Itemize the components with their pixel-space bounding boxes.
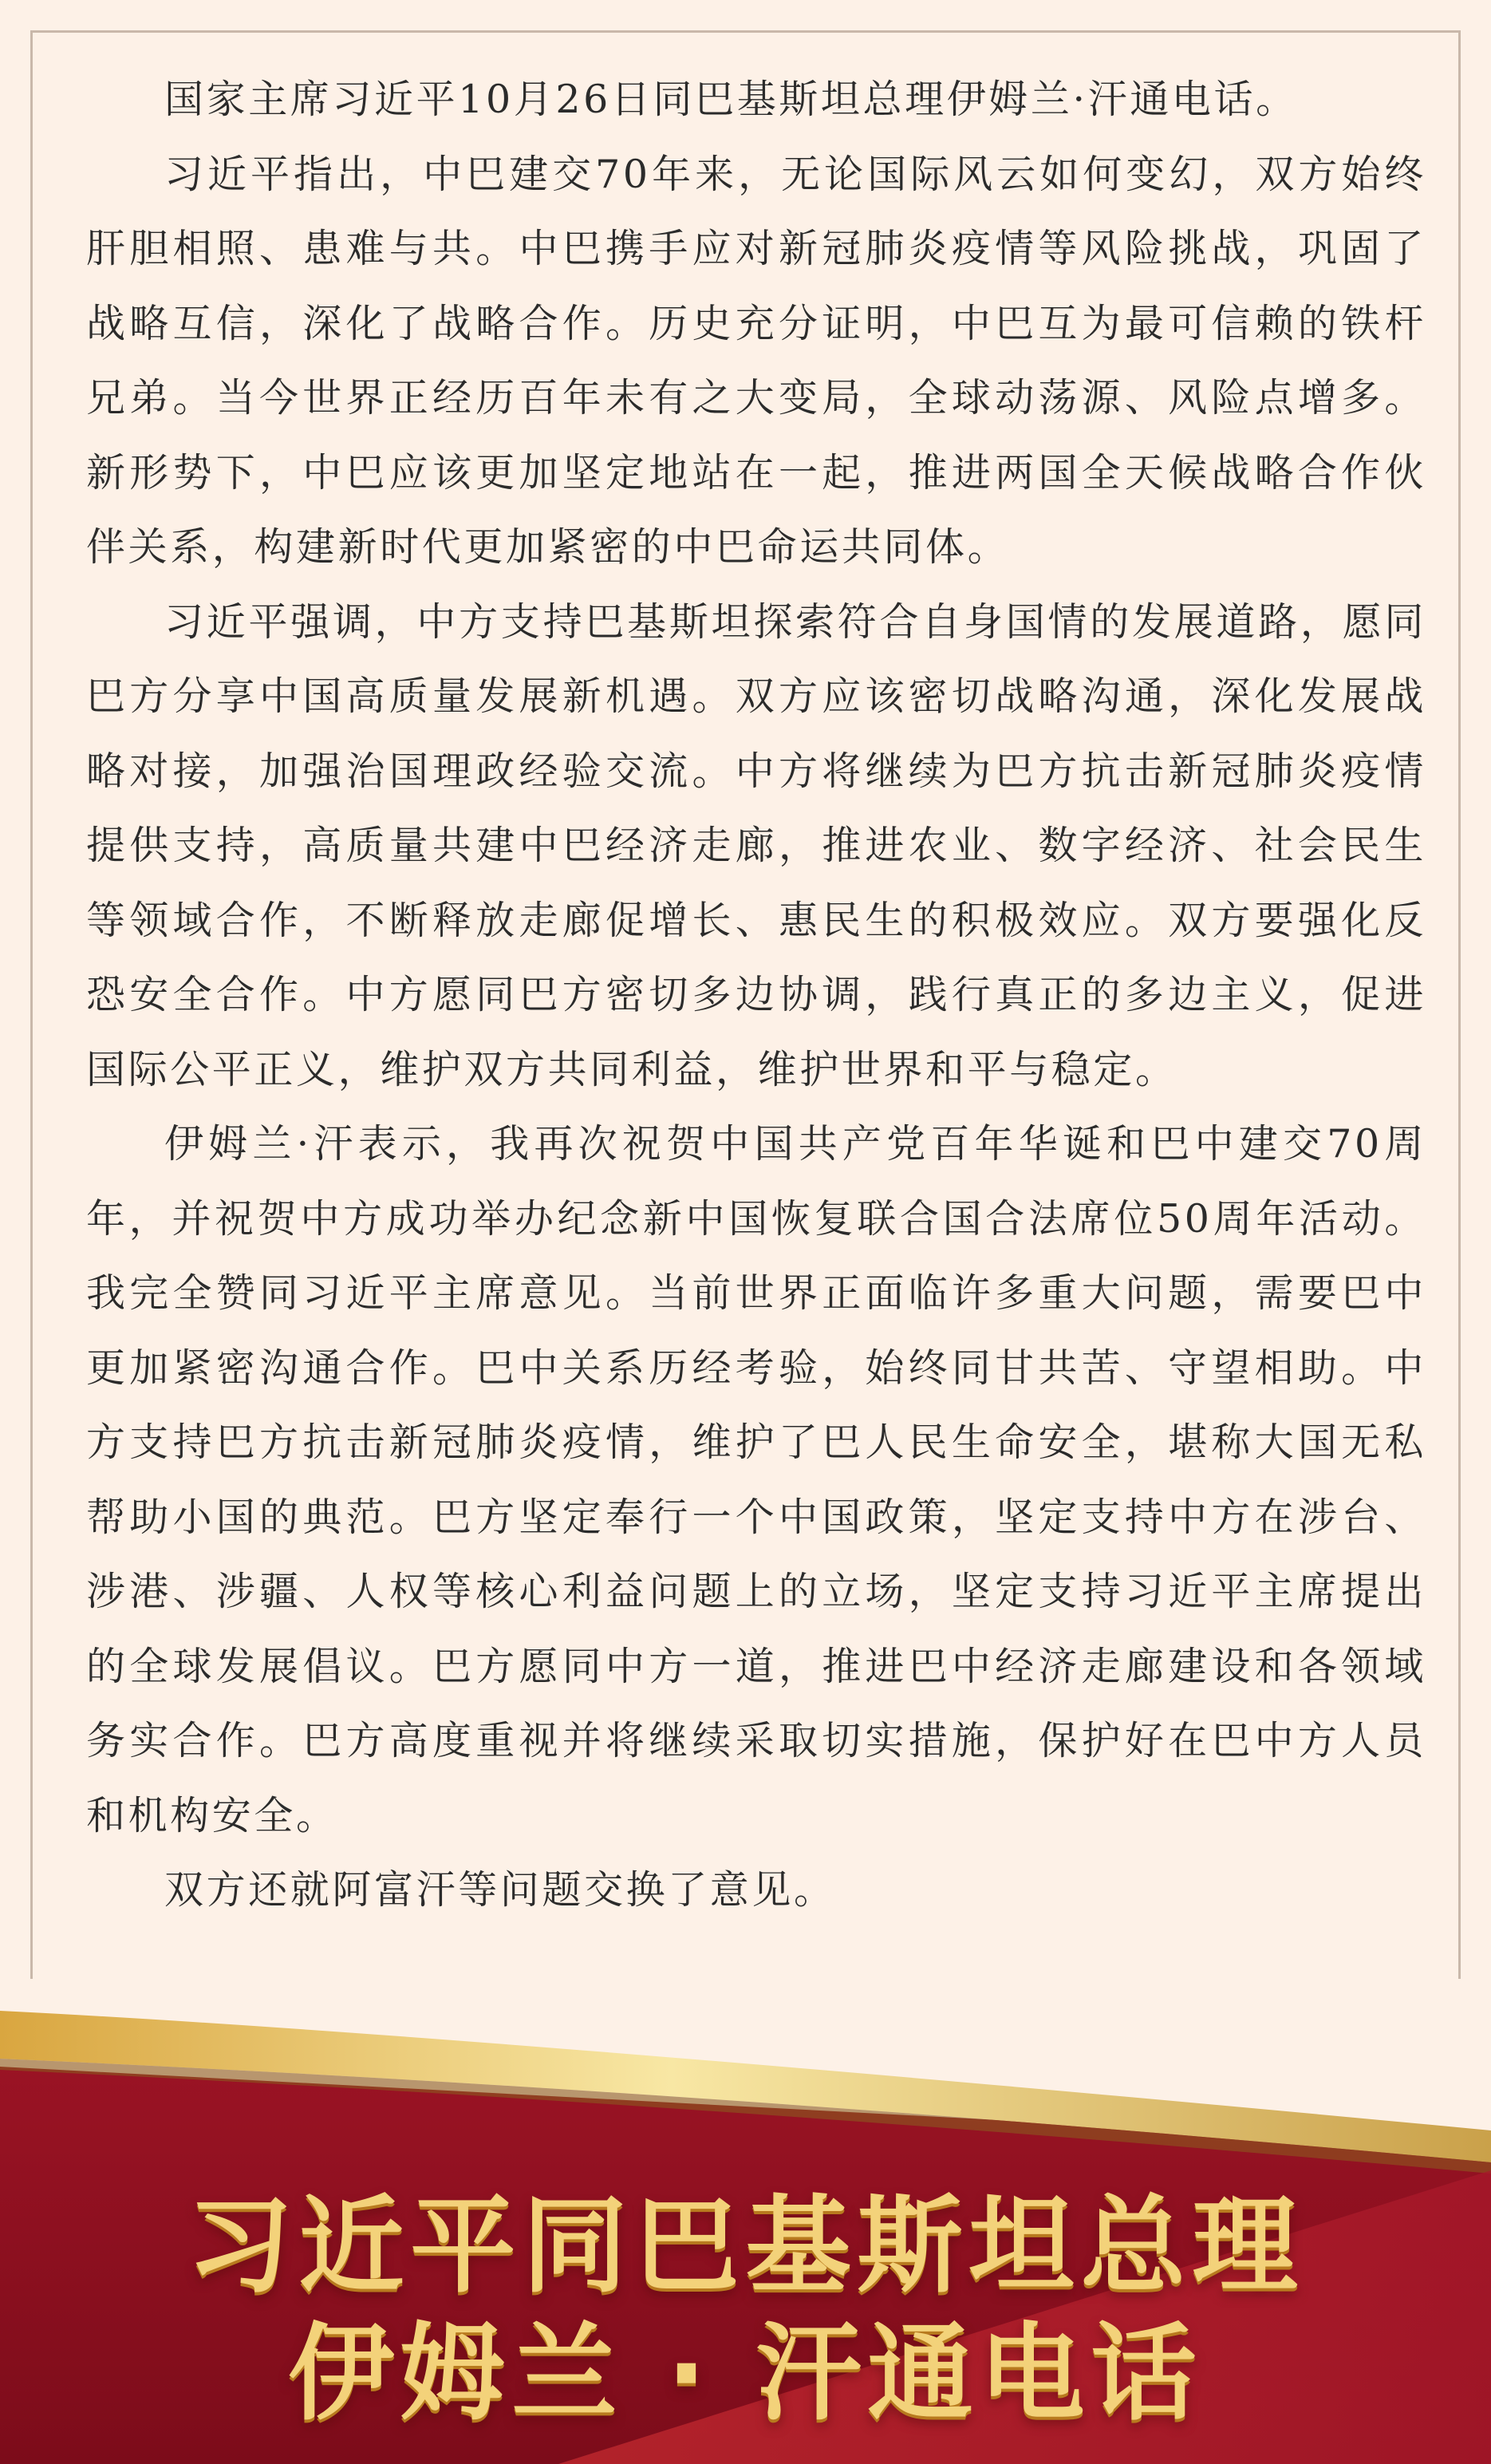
headline-line-1: 习近平同巴基斯坦总理 bbox=[187, 2185, 1304, 2308]
paragraph-3: 习近平强调，中方支持巴基斯坦探索符合自身国情的发展道路，愿同巴方分享中国高质量发展新机遇。双方应该密切战略沟通，深化发展战略对接，加强治国理政经验交流。中方将继续为巴方抗击新冠肺炎疫情提供支持，高质量共建中巴经济走廊，推进农业、数字经济、社会民生等领域合作，不断释放走廊促增长、惠民生的积极效应。双方要强化反恐安全合作。中方愿同巴方密切多边协调，践行真正的多边主义，促进国际公平正义，维护双方共同利益，维护世界和平与稳定。 bbox=[86, 598, 1426, 1092]
paragraph-4: 伊姆兰·汗表示，我再次祝贺中国共产党百年华诞和巴中建交70周年，并祝贺中方成功举办纪念新中国恢复联合国合法席位50周年活动。我完全赞同习近平主席意见。当前世界正面临许多重大问题，需要巴中更加紧密沟通合作。巴中关系历经考验，始终同甘共苦、守望相助。中方支持巴方抗击新冠肺炎疫情，维护了巴人民生命安全，堪称大国无私帮助小国的典范。巴方坚定奉行一个中国政策，坚定支持中方在涉台、涉港、涉疆、人权等核心利益问题上的立场，坚定支持习近平主席提出的全球发展倡议。巴方愿同中方一道，推进巴中经济走廊建设和各领域务实合作。巴方高度重视并将继续采取切实措施，保护好在巴中方人员和机构安全。 bbox=[86, 1121, 1426, 1838]
paragraph-1: 国家主席习近平10月26日同巴基斯坦总理伊姆兰·汗通电话。 bbox=[164, 77, 1298, 122]
article-body bbox=[86, 62, 1426, 1928]
paragraph-2: 习近平指出，中巴建交70年来，无论国际风云如何变幻，双方始终肝胆相照、患难与共。中巴携手应对新冠肺炎疫情等风险挑战，巩固了战略互信，深化了战略合作。历史充分证明，中巴互为最可信赖的铁杆兄弟。当今世界正经历百年未有之大变局，全球动荡源、风险点增多。新形势下，中巴应该更加坚定地站在一起，推进两国全天候战略合作伙伴关系，构建新时代更加紧密的中巴命运共同体。 bbox=[86, 151, 1426, 570]
headline-line-2: 伊姆兰 · 汗通电话 bbox=[288, 2312, 1203, 2435]
paragraph-5: 双方还就阿富汗等问题交换了意见。 bbox=[164, 1867, 836, 1913]
